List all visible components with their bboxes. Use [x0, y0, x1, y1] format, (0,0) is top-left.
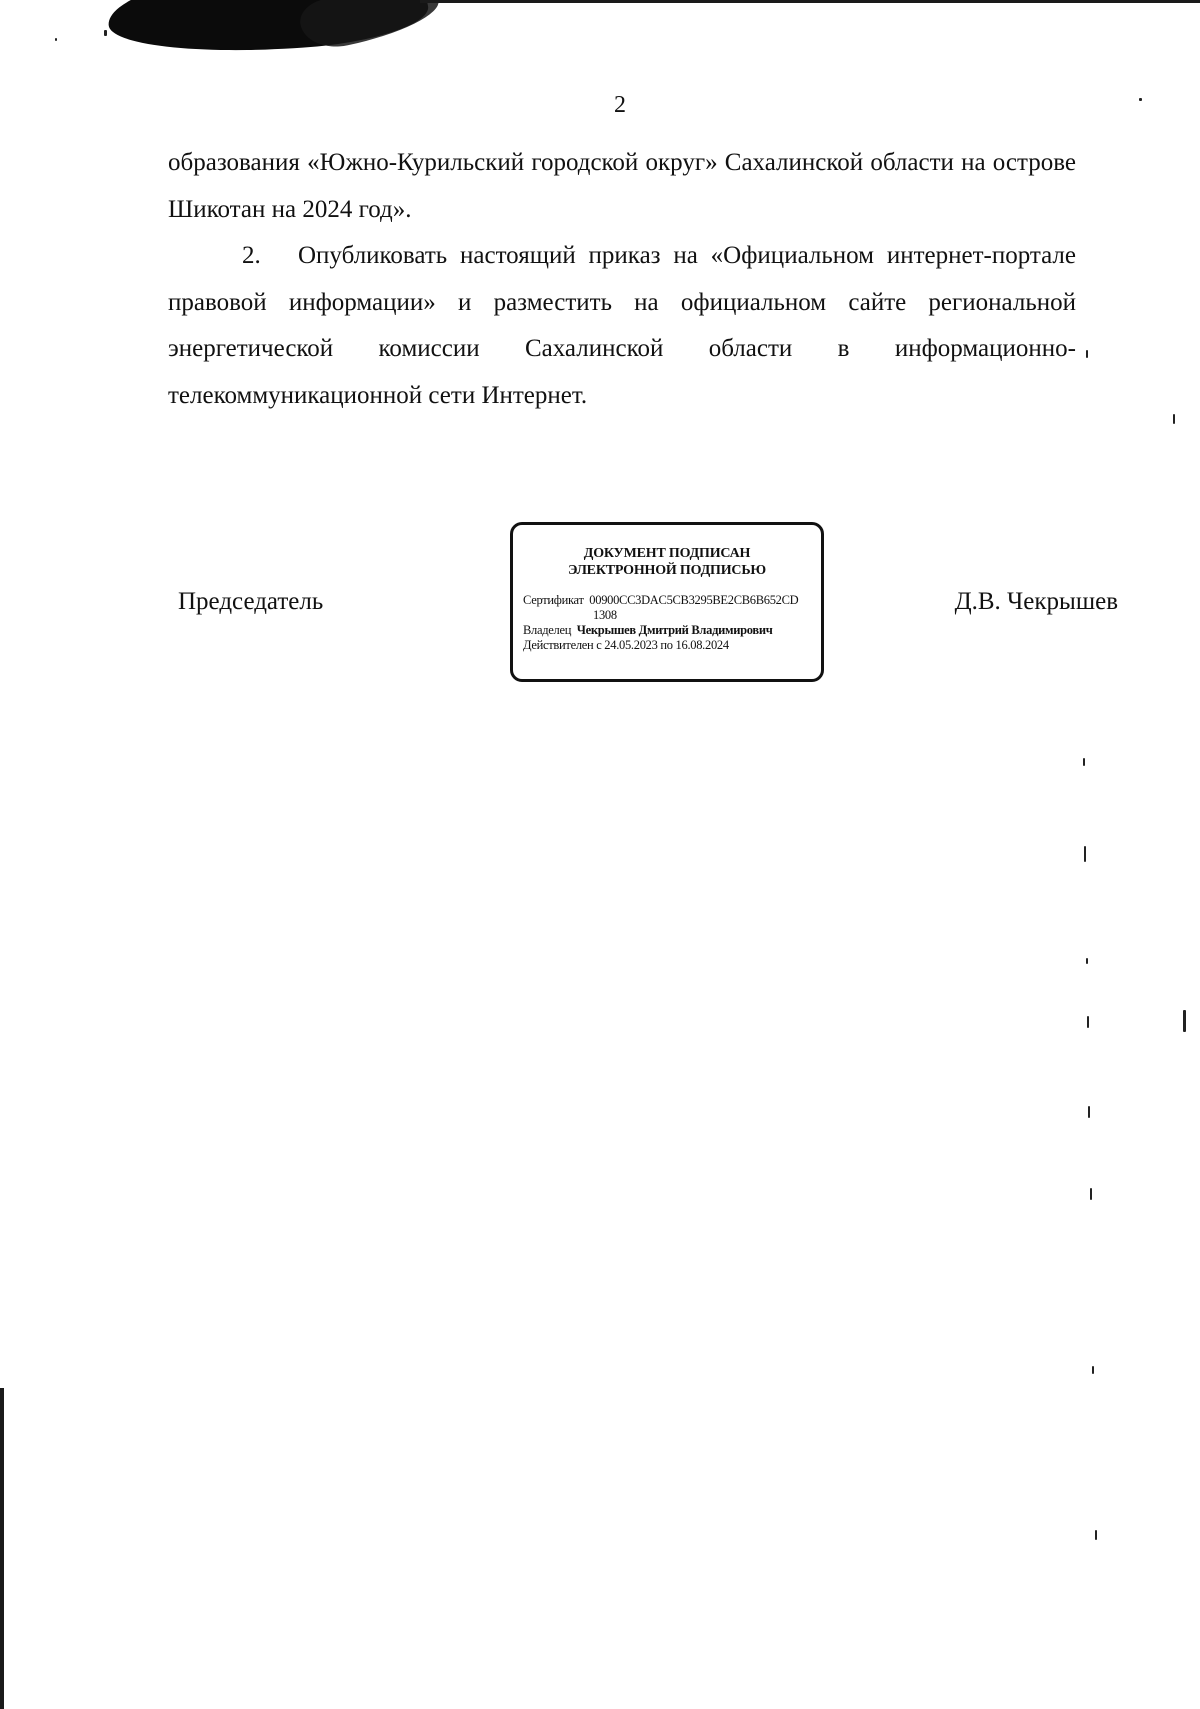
- document-body: [168, 140, 1076, 419]
- stamp-certificate-label: Сертификат: [523, 593, 584, 607]
- stamp-owner-name: Чекрышев Дмитрий Владимирович: [576, 623, 773, 637]
- stamp-heading-line-1: ДОКУМЕНТ ПОДПИСАН: [583, 546, 751, 561]
- scan-speck: [1090, 1188, 1092, 1200]
- stamp-owner-label: Владелец: [523, 623, 572, 637]
- page-number: 2: [614, 92, 626, 118]
- list-item-text: Опубликовать настоящий приказ на «Официальном интернет-портале правовой информации» и разместить на официальном сайте региональной энергетической комиссии Сахалинской области в информационно-телекоммуникационной сети Интернет.: [168, 242, 1076, 409]
- paragraph-continuation: образования «Южно-Курильский городской округ» Сахалинской области на острове Шикотан на 2024 год».: [168, 149, 1076, 223]
- scan-speck: [1083, 758, 1085, 766]
- stamp-certificate-value: 00900CC3DAC5CB3295BE2CB6B652CD: [589, 593, 799, 607]
- electronic-signature-stamp: [510, 522, 824, 682]
- scan-speck: [1086, 958, 1088, 964]
- scan-speck: [1139, 98, 1142, 101]
- scan-edge-top: [420, 0, 1200, 3]
- scan-speck: [1095, 1530, 1097, 1540]
- scan-speck: [1088, 1106, 1090, 1118]
- scan-edge-left: [0, 1388, 4, 1709]
- scan-speck: [1173, 414, 1175, 424]
- list-item-number: 2.: [242, 242, 261, 269]
- stamp-heading-line-2: ЭЛЕКТРОННОЙ ПОДПИСЬЮ: [568, 563, 766, 578]
- stamp-owner: [523, 623, 811, 638]
- signer-name: Д.В. Чекрышев: [954, 588, 1118, 615]
- scan-speck: [1183, 1010, 1186, 1032]
- signer-title: Председатель: [178, 588, 324, 615]
- scan-speck: [104, 30, 107, 36]
- stamp-certificate-continuation: 1308: [593, 608, 617, 622]
- scan-speck: [1086, 350, 1088, 358]
- scan-speck: [1084, 846, 1086, 862]
- stamp-certificate: [523, 593, 811, 608]
- list-item-2: [168, 233, 1076, 419]
- stamp-validity: Действителен с 24.05.2023 по 16.08.2024: [523, 638, 729, 652]
- scan-speck: [55, 38, 57, 41]
- scan-speck: [1092, 1366, 1094, 1374]
- scan-speck: [1087, 1016, 1089, 1028]
